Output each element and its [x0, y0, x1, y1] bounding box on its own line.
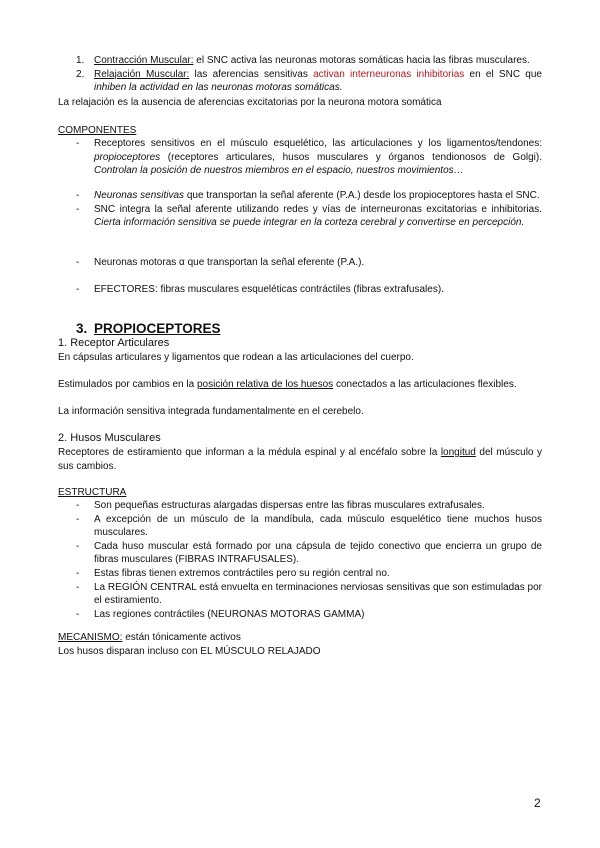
componentes-list-4: [58, 283, 542, 297]
list-item: - Neuronas motoras α que transportan la señal eferente (P.A.).: [76, 257, 365, 268]
list-item: - La REGIÓN CENTRAL está envuelta en terminaciones nerviosas sensitivas que son estimuladas por el estiramiento.: [76, 581, 542, 607]
estructura-list: [58, 499, 542, 621]
list-item: - Las regiones contráctiles (NEURONAS MOTORAS GAMMA): [76, 608, 365, 620]
list-item: 1. Contracción Muscular: el SNC activa las neuronas motoras somáticas hacia las fibras musculares.: [76, 55, 530, 66]
term: Contracción Muscular:: [94, 55, 194, 66]
list-item: 2. Relajación Muscular: las aferencias sensitivas activan interneuronas inhibitorias en el SNC que inhiben la actividad en las neuronas motoras somáticas.: [76, 68, 542, 94]
section-title-estructura: ESTRUCTURA: [58, 487, 127, 498]
paragraph: En cápsulas articulares y ligamentos que rodean a las articulaciones del cuerpo.: [58, 352, 414, 363]
list-item: - Receptores sensitivos en el músculo esquelético, las articulaciones y los ligamentos/tendones: propioceptores (receptores articulares, husos musculares y órganos tendionosos de Golgi). Controlan la posición de nuestros miembros en el espacio, nuestros movimientos…: [76, 138, 542, 177]
subsection-title: 1. Receptor Articulares: [58, 337, 170, 349]
subsection-title: 2. Husos Musculares: [58, 432, 161, 444]
paragraph: Estimulados por cambios en la posición relativa de los huesos conectados a las articulaciones flexibles.: [58, 379, 517, 390]
list-item: - SNC integra la señal aferente utilizando redes y vías de interneuronas excitatorias e inhibitorias. Cierta información sensitiva se puede integrar en la corteza cerebral y convertirse en percepción.: [76, 203, 542, 229]
highlight-text: activan interneuronas inhibitorias: [313, 68, 465, 80]
list-item: - Cada huso muscular está formado por una cápsula de tejido conectivo que encierra un grupo de fibras musculares (FIBRAS INTRAFUSALES).: [76, 540, 542, 566]
paragraph: Los husos disparan incluso con EL MÚSCULO RELAJADO: [58, 646, 321, 657]
mecanismo-title: MECANISMO:: [58, 632, 123, 643]
list-item: - Son pequeñas estructuras alargadas dispersas entre las fibras musculares extrafusales.: [76, 500, 485, 511]
list-item: - A excepción de un músculo de la mandíbula, cada músculo esquelético tiene muchos husos musculares.: [76, 513, 542, 539]
section-title: PROPIOCEPTORES: [94, 321, 221, 336]
relaxation-note: La relajación es la ausencia de aferencias excitatorias por la neurona motora somática: [58, 97, 442, 108]
section-heading: 3. PROPIOCEPTORES: [76, 321, 221, 336]
componentes-list: [58, 137, 542, 178]
componentes-list-3: [58, 256, 542, 270]
paragraph: La información sensitiva integrada fundamentalmente en el cerebelo.: [58, 406, 364, 417]
list-item: - EFECTORES: fibras musculares esqueléticas contráctiles (fibras extrafusales).: [76, 284, 444, 295]
mecanismo: MECANISMO: están tónicamente activos: [58, 632, 241, 643]
section-title-componentes: COMPONENTES: [58, 125, 137, 136]
term: Relajación Muscular:: [94, 68, 190, 80]
intro-list: [58, 54, 542, 95]
list-item: - Estas fibras tienen extremos contráctiles pero su región central no.: [76, 567, 390, 579]
page-number: 2: [534, 796, 541, 810]
list-item: - Neuronas sensitivas que transportan la señal aferente (P.A.) desde los propioceptores hasta el SNC.: [76, 190, 540, 201]
componentes-list-2: [58, 189, 542, 230]
paragraph: Receptores de estiramiento que informan a la médula espinal y al encéfalo sobre la longitud del músculo y sus cambios.: [58, 447, 543, 472]
